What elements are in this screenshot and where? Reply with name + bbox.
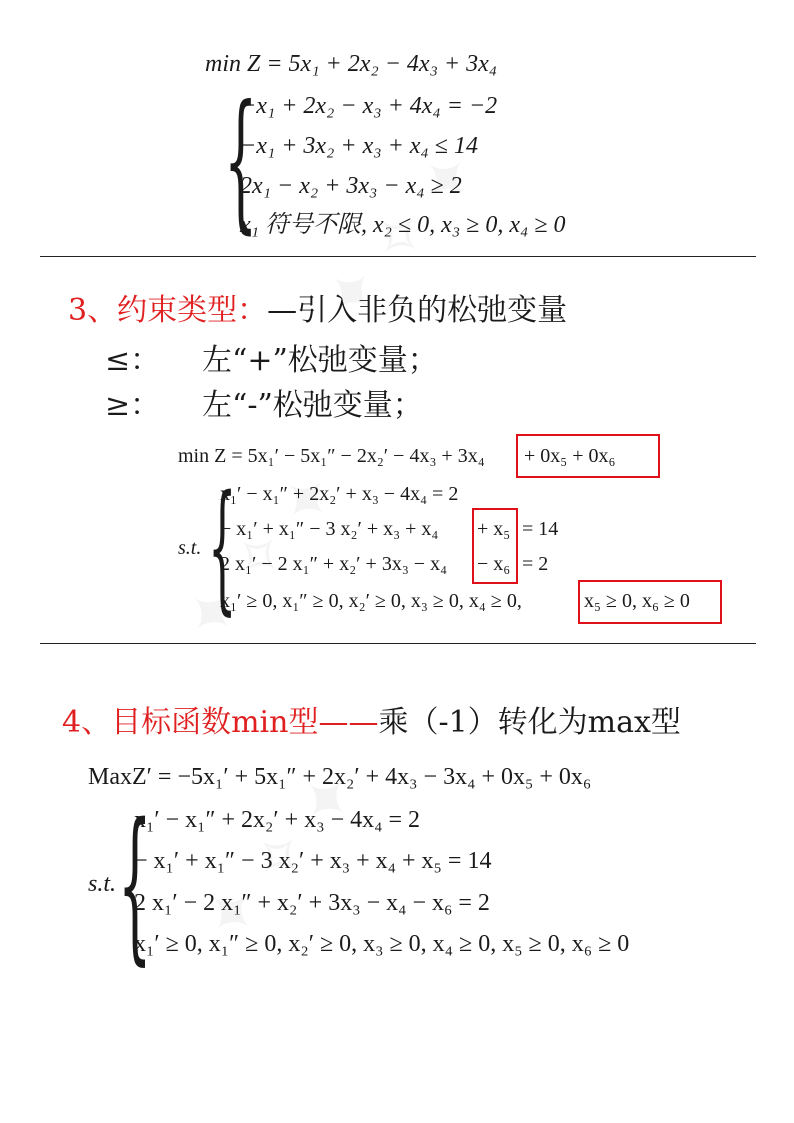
rule-le-text: 左“+”松弛变量； [202,343,438,378]
constraint-max-2: − x₁′ + x₁″ − 3 x₂′ + x₃ + x₄ + x₅ = 14 [134,848,492,874]
constraint-std-4-lhs: x₁′ ≥ 0, x₁″ ≥ 0, x₂′ ≥ 0, x₃ ≥ 0, x₄ ≥ 0, [220,590,522,612]
section-4-heading [62,697,681,741]
st-label-2: s.t. [178,537,202,559]
constraint-std-2-slack: + x₅ [477,518,511,540]
constraint-original-1: −x₁ + 2x₂ − x₃ + 4x₄ = −2 [240,93,498,119]
constraint-brace-3: { [118,788,152,980]
constraint-std-3-rhs: = 2 [522,553,549,575]
section-4-subtitle: 乘（-1）转化为max型 [378,705,681,740]
constraint-max-3: 2 x₁′ − 2 x₁″ + x₂′ + 3x₃ − x₄ − x₆ = 2 [134,890,490,916]
rule-ge-text: 左“-”松弛变量； [202,388,423,423]
constraint-original-3: 2x₁ − x₂ + 3x₃ − x₄ ≥ 2 [240,173,462,199]
objective-max: MaxZ′ = −5x₁′ + 5x₁″ + 2x₂′ + 4x₃ − 3x₄ + 0x₅ + 0x₆ [88,764,592,790]
highlight-box-nonneg [578,580,722,624]
constraint-std-3-slack: − x₆ [477,553,511,575]
objective-standardized: min Z = 5x₁′ − 5x₁″ − 2x₂′ − 4x₃ + 3x₄ [178,445,485,467]
objective-slack-terms: + 0x₅ + 0x₆ [524,445,616,467]
section-4-title: 4、目标函数min型—— [62,705,379,740]
objective-original: min Z = 5x₁ + 2x₂ − 4x₃ + 3x₄ [205,51,498,77]
constraint-max-1: x₁′ − x₁″ + 2x₂′ + x₃ − 4x₄ = 2 [134,807,421,833]
rule-le-symbol: ≤： [105,343,161,378]
highlight-box-slack [472,508,518,584]
divider-1 [40,256,756,257]
divider-2 [40,643,756,644]
highlight-box-objective [516,434,660,478]
constraint-original-4: x₁ 符号不限, x₂ ≤ 0, x₃ ≥ 0, x₄ ≥ 0 [240,212,566,238]
constraint-std-3-lhs: 2 x₁′ − 2 x₁″ + x₂′ + 3x₃ − x₄ [220,553,448,575]
section-3-subtitle: —引入非负的松弛变量 [267,293,568,328]
section-3-title: 3、约束类型： [68,293,268,328]
constraint-max-4: x₁′ ≥ 0, x₁″ ≥ 0, x₂′ ≥ 0, x₃ ≥ 0, x₄ ≥ 0, x₅ ≥ 0, x₆ ≥ 0 [134,931,630,957]
constraint-std-1: x₁′ − x₁″ + 2x₂′ + x₃ − 4x₄ = 2 [220,483,459,505]
constraint-brace-1: { [224,74,258,248]
section-3-heading [68,285,567,329]
constraint-brace-2: { [208,466,237,629]
constraint-std-2-lhs: − x₁′ + x₁″ − 3 x₂′ + x₃ + x₄ [220,518,439,540]
constraint-std-2-rhs: = 14 [522,518,559,540]
rule-ge-symbol: ≥： [105,388,161,423]
constraint-std-4-slack-nonneg: x₅ ≥ 0, x₆ ≥ 0 [584,590,690,612]
constraint-original-2: −x₁ + 3x₂ + x₃ + x₄ ≤ 14 [240,133,478,159]
st-label-3: s.t. [88,871,117,897]
